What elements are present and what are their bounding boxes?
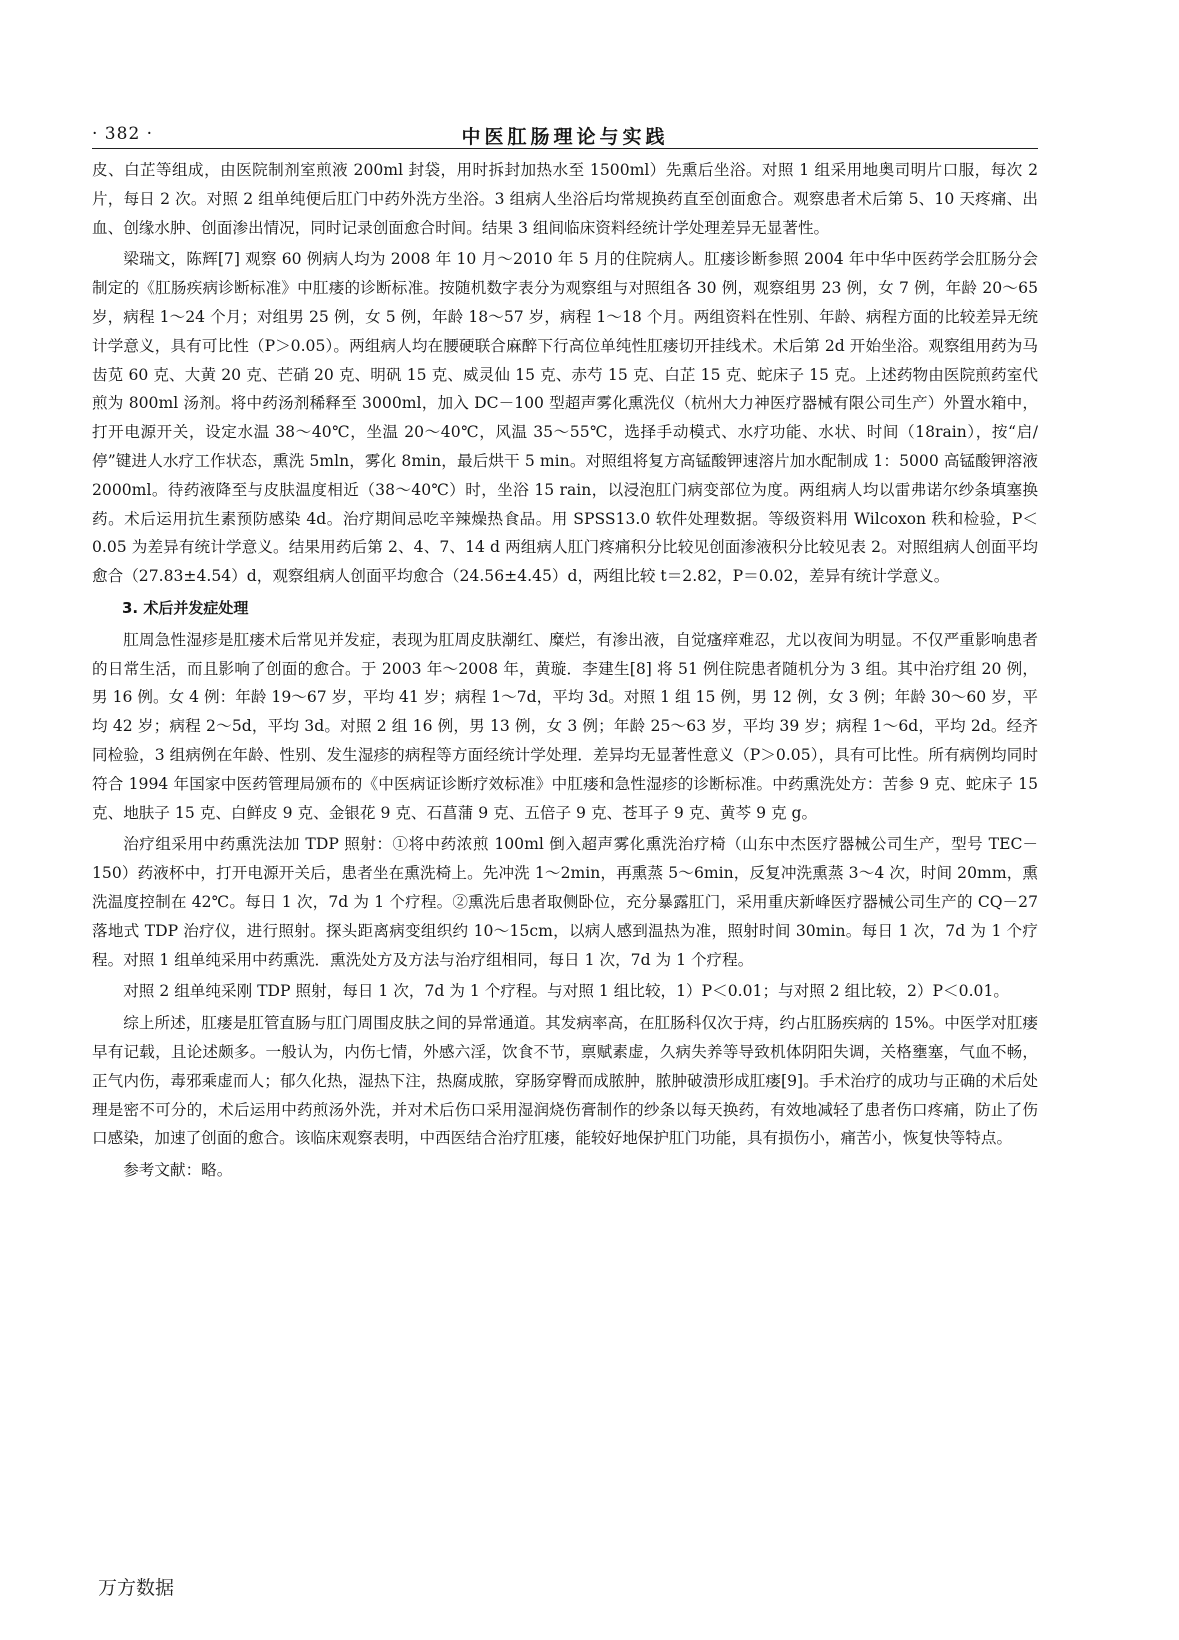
paragraph: 治疗组采用中药熏洗法加 TDP 照射：①将中药浓煎 100ml 倒入超声雾化熏洗治疗椅（山东中杰医疗器械公司生产，型号 TEC－150）药液杯中，打开电源开关后，患者坐在熏洗椅上。先冲洗 1～2min，再熏蒸 5～6min，反复冲洗熏蒸 3～4 次，时间 20mm，熏洗温度控制在 42℃。每日 1 次，7d 为 1 个疗程。②熏洗后患者取侧卧位，充分暴露肛门，采用重庆新峰医疗器械公司生产的 CQ－27 落地式 TDP 治疗仪，进行照射。探头距离病变组织约 10～15cm，以病人感到温热为准，照射时间 30min。每日 1 次，7d 为 1 个疗程。对照 1 组单纯采用中药熏洗．熏洗处方及方法与治疗组相同，每日 1 次，7d 为 1 个疗程。 (92, 835, 1038, 969)
references-note: 参考文献：略。 (123, 1161, 233, 1180)
article-body (92, 156, 1038, 1185)
paragraph: 综上所述，肛瘘是肛管直肠与肛门周围皮肤之间的异常通道。其发病率高，在肛肠科仅次于痔，约占肛肠疾病的 15%。中医学对肛瘘早有记载，且论述颇多。一般认为，内伤七情，外感六淫，饮食不节，禀赋素虚，久病失养等导致机体阴阳失调，关格壅塞，气血不畅，正气内伤，毒邪乘虚而人；郁久化热，湿热下注，热腐成脓，穿肠穿臀而成脓肿，脓肿破溃形成肛瘘[9]。手术治疗的成功与正确的术后处理是密不可分的，术后运用中药煎汤外洗，并对术后伤口采用湿润烧伤膏制作的纱条以每天换药，有效地减轻了患者伤口疼痛，防止了伤口感染，加速了创面的愈合。该临床观察表明，中西医结合治疗肛瘘，能较好地保护肛门功能，具有损伤小，痛苦小，恢复快等特点。 (92, 1014, 1038, 1148)
paragraph: 皮、白芷等组成，由医院制剂室煎液 200ml 封袋，用时拆封加热水至 1500ml）先熏后坐浴。对照 1 组采用地奥司明片口服，每次 2 片，每日 2 次。对照 2 组单纯便后肛门中药外洗方坐浴。3 组病人坐浴后均常规换药直至创面愈合。观察患者术后第 5、10 天疼痛、出血、创缘水肿、创面渗出情况，同时记录创面愈合时间。结果 3 组间临床资料经统计学处理差异无显著性。 (92, 161, 1038, 237)
journal-title: 中医肛肠理论与实践 (461, 126, 669, 148)
page-number: · 382 · (92, 124, 154, 144)
wanfang-watermark: 万方数据 (98, 1577, 175, 1599)
paragraph: 对照 2 组单纯采刚 TDP 照射，每日 1 次，7d 为 1 个疗程。与对照 1 组比较，1）P＜0.01；与对照 2 组比较，2）P＜0.01。 (123, 982, 1009, 1001)
header-divider (92, 148, 1038, 149)
page-header (92, 118, 1038, 148)
paragraph: 肛周急性湿疹是肛瘘术后常见并发症，表现为肛周皮肤潮红、糜烂，有渗出液，自觉瘙痒难忍，尤以夜间为明显。不仅严重影响患者的日常生活，而且影响了创面的愈合。于 2003 年～2008 年，黄璇．李建生[8] 将 51 例住院患者随机分为 3 组。其中治疗组 20 例，男 16 例。女 4 例：年龄 19～67 岁，平均 41 岁；病程 1～7d，平均 3d。对照 1 组 15 例，男 12 例，女 3 例；年龄 30～60 岁，平均 42 岁；病程 2～5d，平均 3d。对照 2 组 16 例，男 13 例，女 3 例；年龄 25～63 岁，平均 39 岁；病程 1～6d，平均 2d。经齐同检验，3 组病例在年龄、性别、发生湿疹的病程等方面经统计学处理．差异均无显著性意义（P＞0.05），具有可比性。所有病例均同时符合 1994 年国家中医药管理局颁布的《中医病证诊断疗效标准》中肛瘘和急性湿疹的诊断标准。中药熏洗处方：苦参 9 克、蛇床子 15 克、地肤子 15 克、白鲜皮 9 克、金银花 9 克、石菖蒲 9 克、五倍子 9 克、苍耳子 9 克、黄芩 9 克 g。 (92, 630, 1038, 822)
section-heading: 3. 术后并发症处理 (122, 598, 249, 617)
paragraph: 梁瑞文，陈辉[7] 观察 60 例病人均为 2008 年 10 月～2010 年 5 月的住院病人。肛瘘诊断参照 2004 年中华中医药学会肛肠分会制定的《肛肠疾病诊断标准》中肛瘘的诊断标准。按随机数字表分为观察组与对照组各 30 例，观察组男 23 例，女 7 例，年龄 20～65 岁，病程 1～24 个月；对组男 25 例，女 5 例，年龄 18～57 岁，病程 1～18 个月。两组资料在性别、年龄、病程方面的比较差异无统计学意义，具有可比性（P＞0.05）。两组病人均在腰硬联合麻醉下行高位单纯性肛瘘切开挂线术。术后第 2d 开始坐浴。观察组用药为马齿苋 60 克、大黄 20 克、芒硝 20 克、明矾 15 克、威灵仙 15 克、赤芍 15 克、白芷 15 克、蛇床子 15 克。上述药物由医院煎药室代煎为 800ml 汤剂。将中药汤剂稀释至 3000ml，加入 DC－100 型超声雾化熏洗仪（杭州大力神医疗器械有限公司生产）外置水箱中，打开电源开关，设定水温 38～40℃，坐温 20～40℃，风温 35～55℃，选择手动模式、水疗功能、水状、时间（18rain），按“启/停”键进人水疗工作状态，熏洗 5mln，雾化 8min，最后烘干 5 min。对照组将复方高锰酸钾速溶片加水配制成 1：5000 高锰酸钾溶液 2000ml。待药液降至与皮肤温度相近（38～40℃）时，坐浴 15 rain，以浸泡肛门病变部位为度。两组病人均以雷弗诺尔纱条填塞换药。术后运用抗生素预防感染 4d。治疗期间忌吃辛辣燥热食品。用 SPSS13.0 软件处理数据。等级资料用 Wilcoxon 秩和检验，P＜0.05 为差异有统计学意义。结果用药后第 2、4、7、14 d 两组病人肛门疼痛积分比较见创面渗液积分比较见表 2。对照组病人创面平均愈合（27.83±4.54）d，观察组病人创面平均愈合（24.56±4.45）d，两组比较 t＝2.82，P＝0.02，差异有统计学意义。 (92, 250, 1038, 586)
